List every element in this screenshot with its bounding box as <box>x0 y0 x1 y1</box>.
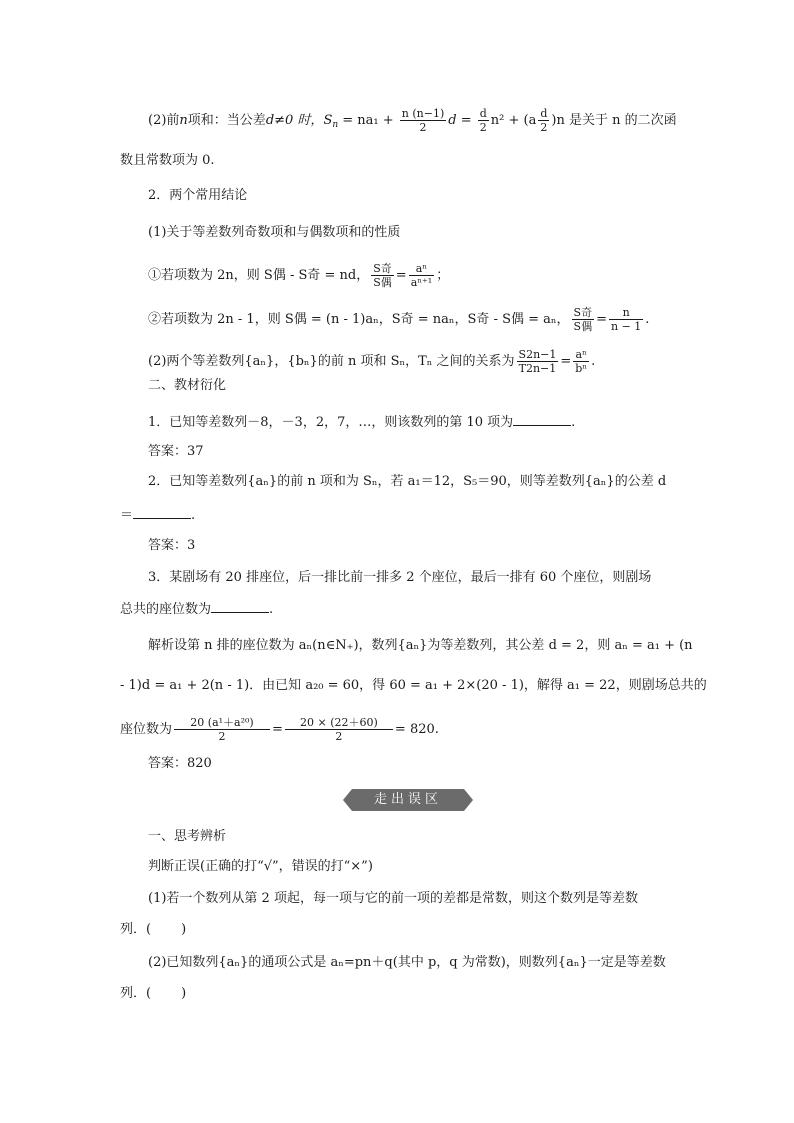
conclusion-1-num-2: aⁿ <box>409 262 435 276</box>
conclusion-1-text: ①若项数为 2n，则 S偶 - S奇 = nd， <box>148 268 370 283</box>
section-title-thinking: 一、思考辨析 <box>148 829 227 844</box>
relation-num-2: aⁿ <box>573 348 589 362</box>
judgement-intro: 判断正误(正确的打“√”，错误的打“×”) <box>148 859 373 874</box>
answer-blank-3[interactable] <box>211 600 269 613</box>
period: . <box>191 508 196 523</box>
conclusion-1 <box>148 262 449 289</box>
semicolon: ； <box>436 268 450 283</box>
relation-fraction <box>517 348 559 375</box>
answer-2: 答案：3 <box>148 538 196 553</box>
relation-den-2: bⁿ <box>575 362 588 375</box>
period: . <box>645 312 650 327</box>
solution-fraction-2-num: 20 × (22＋60) <box>285 716 393 730</box>
fraction-1-denominator: 2 <box>419 121 427 134</box>
sum-formula-cont: 数且常数项为 0. <box>120 153 215 168</box>
formula-lhs: S <box>323 113 333 128</box>
item-text: 项和：当公差 <box>187 113 266 128</box>
solution-fraction-2-den: 2 <box>335 730 343 743</box>
equals: = <box>560 354 572 369</box>
judgement-2: (2)已知数列{aₙ}的通项公式是 aₙ=pn＋q(其中 p，q 为常数)，则数列{aₙ}一定是等差数 <box>148 955 666 970</box>
conclusion-1-fraction-2 <box>409 262 435 289</box>
question-1-text: 1．已知等差数列－8，－3，2，7，…，则该数列的第 10 项为 <box>148 415 514 430</box>
fraction-2-denominator: 2 <box>479 121 487 134</box>
mistakes-banner: 走出误区 <box>352 789 464 811</box>
question-1 <box>148 413 575 432</box>
conclusion-1-den: S偶 <box>373 276 392 289</box>
fraction-1-numerator: n (n−1) <box>401 107 445 120</box>
formula-eq: d = <box>448 113 476 128</box>
period: . <box>571 415 576 430</box>
fraction-3-denominator: 2 <box>540 121 548 134</box>
two-sequences-relation <box>148 348 595 375</box>
conclusion-2-num: S奇 <box>573 306 593 319</box>
sum-formula-line <box>148 107 677 134</box>
conclusion-2-den: S偶 <box>573 320 593 333</box>
judgement-1-cont-text: 列．( <box>120 922 152 937</box>
answer-1: 答案：37 <box>148 444 204 459</box>
conclusion-2-text: ②若项数为 2n - 1，则 S偶 = (n - 1)aₙ，S奇 = naₙ，S奇 - S偶 = aₙ， <box>148 312 570 327</box>
period: . <box>591 354 596 369</box>
conclusion-2 <box>148 306 649 333</box>
fraction-2-numerator: d <box>479 107 487 120</box>
formula-rhs: = na₁ + <box>338 113 398 128</box>
solution-fraction-1-den: 2 <box>218 730 226 743</box>
condition-text: d≠0 时， <box>265 113 324 128</box>
solution-line-3 <box>120 716 439 743</box>
conclusion-1-den-2: aⁿ⁺¹ <box>410 276 433 289</box>
period: . <box>269 602 274 617</box>
answer-blank-2[interactable] <box>133 506 191 519</box>
judgement-1: (1)若一个数列从第 2 项起，每一项与它的前一项的差都是常数，则这个数列是等差数 <box>148 891 638 906</box>
formula-end: )n 是关于 n 的二次函 <box>551 113 677 128</box>
equals: = <box>395 268 407 283</box>
answer-3: 答案：820 <box>148 756 212 771</box>
section-title-textbook: 二、教材衍化 <box>148 378 227 393</box>
fraction-3-numerator: d <box>540 107 548 120</box>
conclusion-2-den-2: n − 1 <box>610 320 642 333</box>
question-2-cont <box>120 506 195 525</box>
variable-n: n <box>179 113 188 128</box>
solution-result: = 820. <box>394 722 439 737</box>
solution-3-prefix: 座位数为 <box>120 722 173 737</box>
conclusion-2-num-2: n <box>609 306 643 320</box>
equals: = <box>272 722 283 737</box>
fraction-2 <box>478 107 489 134</box>
fraction-3 <box>538 107 549 134</box>
question-3: 3．某剧场有 20 排座位，后一排比前一排多 2 个座位，最后一排有 60 个座位，则剧场 <box>148 570 652 585</box>
question-2: 2．已知等差数列{aₙ}的前 n 项和为 Sₙ，若 a₁＝12，S₅＝90，则等差数列{aₙ}的公差 d <box>148 474 667 489</box>
close-paren: ) <box>181 986 187 1001</box>
solution-fraction-2 <box>285 716 393 743</box>
conclusion-1-num: S奇 <box>373 262 392 275</box>
judgement-1-cont <box>120 921 186 939</box>
section-title-conclusions: 2．两个常用结论 <box>148 188 248 203</box>
relation-den: T2n−1 <box>518 362 557 375</box>
answer-blank-1[interactable] <box>513 413 571 426</box>
formula-tail: n² + (a <box>490 113 537 128</box>
solution-line-2: - 1)d = a₁ + 2(n - 1)．由已知 a₂₀ = 60，得 60 = a₁ + 2×(20 - 1)，解得 a₁ = 22，则剧场总共的 <box>120 678 707 693</box>
question-3-cont <box>120 600 273 619</box>
judgement-2-cont <box>120 985 186 1003</box>
solution-fraction-1-num: 20 (a¹＋a²⁰) <box>174 716 270 730</box>
solution-line-1: 解析设第 n 排的座位数为 aₙ(n∈N₊)，数列{aₙ}为等差数列，其公差 d = 2，则 aₙ = a₁ + (n <box>148 638 693 653</box>
conclusion-1-fraction <box>371 262 394 289</box>
equals: ＝ <box>120 508 134 523</box>
item-label: (2)前 <box>148 113 180 128</box>
question-3-cont-text: 总共的座位数为 <box>120 602 212 617</box>
relation-num: S2n−1 <box>518 348 557 361</box>
judgement-2-cont-text: 列．( <box>120 986 152 1001</box>
relation-text: (2)两个等差数列{aₙ}，{bₙ}的前 n 项和 Sₙ，Tₙ 之间的关系为 <box>148 354 515 369</box>
fraction-1 <box>400 107 446 134</box>
conclusion-2-fraction <box>572 306 595 333</box>
relation-fraction-2 <box>573 348 589 375</box>
subscript-n: n <box>332 120 339 130</box>
property-intro: (1)关于等差数列奇数项和与偶数项和的性质 <box>148 225 401 240</box>
conclusion-2-fraction-2 <box>609 306 643 333</box>
close-paren: ) <box>181 922 187 937</box>
equals: = <box>596 312 607 327</box>
solution-fraction-1 <box>174 716 270 743</box>
